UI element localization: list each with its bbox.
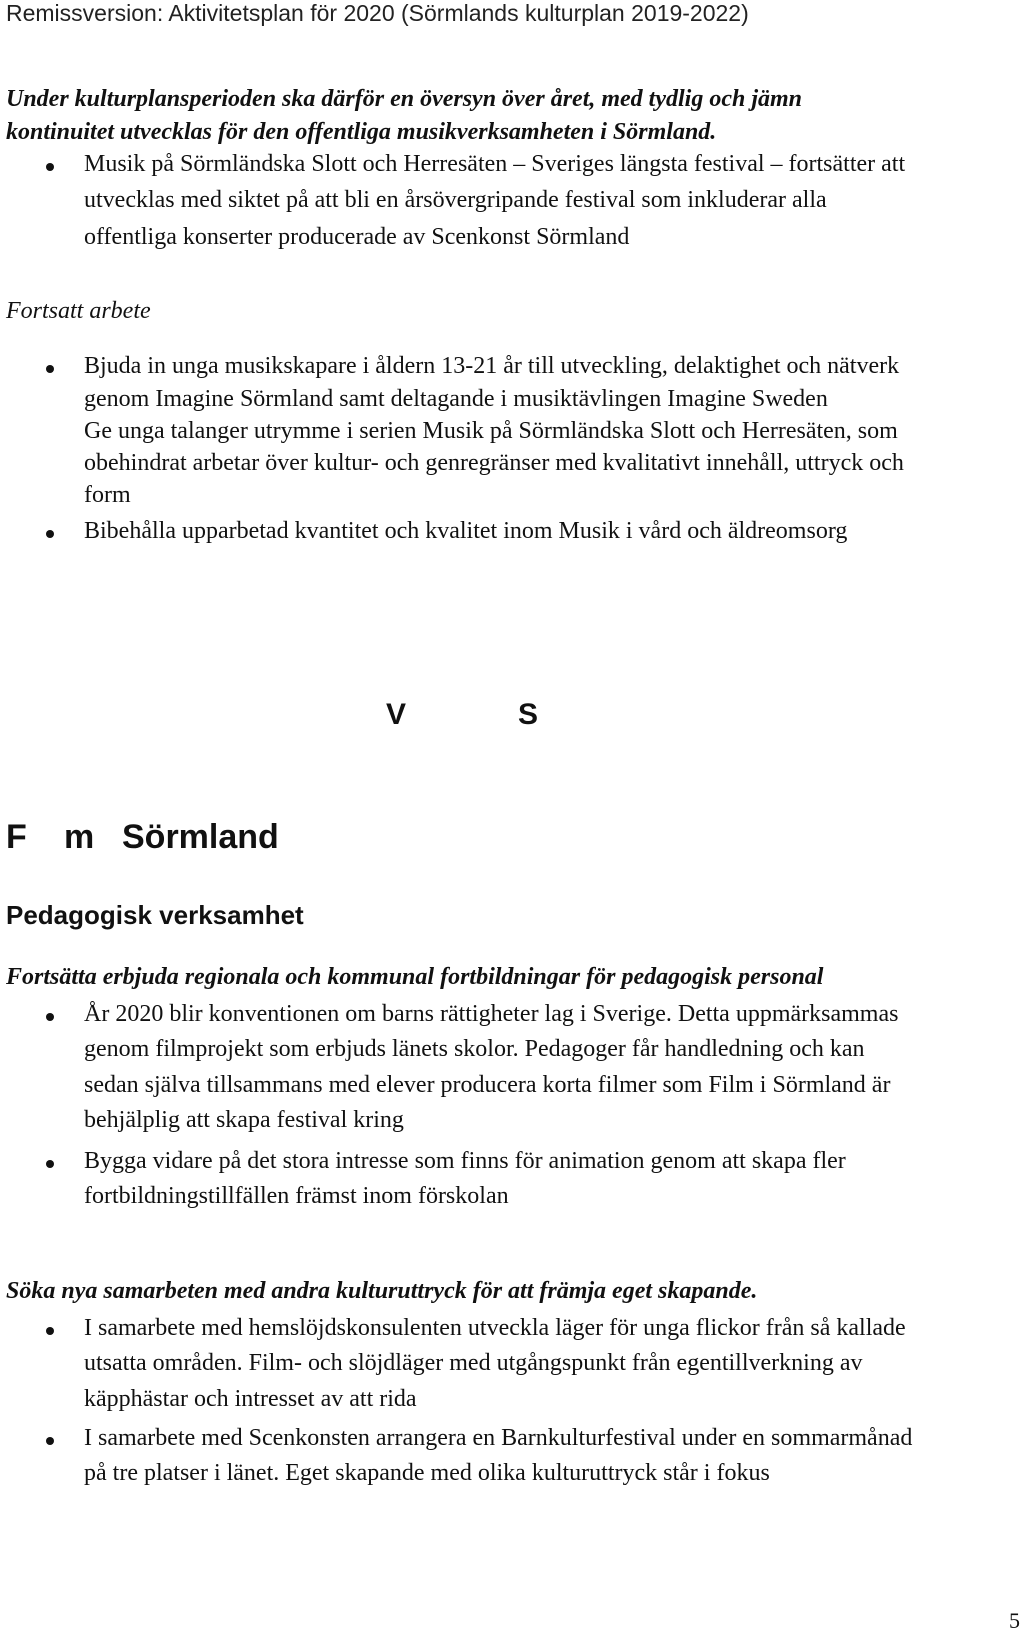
fortsatt-bullet-a-line-4: obehindrat arbetar över kultur- och genregränser med kvalitativt innehåll, uttryck och [84,450,904,476]
fortsatt-bullet-a-line-2: genom Imagine Sörmland samt deltagande i musiktävlingen Imagine Sweden [84,386,828,412]
bullet-dot [46,365,54,373]
goal1-bullet1-line-1: År 2020 blir konventionen om barns rättigheter lag i Sverige. Detta uppmärksammas [84,1001,899,1027]
goal2-bullet2-line-2: på tre platser i länet. Eget skapande med olika kulturuttryck står i fokus [84,1460,770,1486]
intro-line-1: Under kulturplansperioden ska därför en översyn över året, med tydlig och jämn [6,86,803,112]
fortsatt-bullet-a-line-5: form [84,482,131,508]
goal-2-heading: Söka nya samarbeten med andra kulturuttryck för att främja eget skapande. [6,1278,758,1304]
fortsatt-heading: Fortsatt arbete [6,298,151,324]
bullet-dot [46,530,54,538]
bullet-dot [46,163,54,171]
intro-line-2: kontinuitet utvecklas för den offentliga musikverksamheten i Sörmland. [6,119,717,145]
goal1-bullet2-line-1: Bygga vidare på det stora intresse som finns för animation genom att skapa fler [84,1148,846,1174]
goal1-bullet2-line-2: fortbildningstillfällen främst inom förskolan [84,1183,509,1209]
pedagogisk-heading: Pedagogisk verksamhet [6,900,304,930]
page-number: 5 [1009,1608,1020,1633]
goal2-bullet1-line-1: I samarbete med hemslöjdskonsulenten utveckla läger för unga flickor från så kallade [84,1315,906,1341]
bullet-dot [46,1437,54,1445]
goal1-bullet1-line-2: genom filmprojekt som erbjuds länets skolor. Pedagoger får handledning och kan [84,1036,865,1062]
fragment-s: S [518,698,539,731]
film-title-sormland: Sörmland [122,818,279,856]
goal1-bullet1-line-3: sedan själva tillsammans med elever producera korta filmer som Film i Sörmland är [84,1072,891,1098]
bullet-dot [46,1013,54,1021]
goal1-bullet1-line-4: behjälplig att skapa festival kring [84,1107,404,1133]
bullet1-line-1: Musik på Sörmländska Slott och Herresäten – Sveriges längsta festival – fortsätter att [84,151,906,177]
fortsatt-bullet-b: Bibehålla upparbetad kvantitet och kvalitet inom Musik i vård och äldreomsorg [84,518,848,544]
bullet-dot [46,1160,54,1168]
fortsatt-bullet-a-line-3: Ge unga talanger utrymme i serien Musik på Sörmländska Slott och Herresäten, som [84,418,898,444]
goal2-bullet2-line-1: I samarbete med Scenkonsten arrangera en Barnkulturfestival under en sommarmånad [84,1425,913,1451]
bullet1-line-3: offentliga konserter producerade av Scenkonst Sörmland [84,224,630,250]
fragment-v: V [386,698,407,731]
bullet-dot [46,1327,54,1335]
film-title-m: m [64,818,95,856]
goal2-bullet1-line-3: käpphästar och intresset av att rida [84,1386,417,1412]
document-header: Remissversion: Aktivitetsplan för 2020 (Sörmlands kulturplan 2019-2022) [6,0,749,26]
fortsatt-bullet-a-line-1: Bjuda in unga musikskapare i åldern 13-21 år till utveckling, delaktighet och nätverk [84,353,900,379]
film-title-f: F [6,818,27,856]
goal2-bullet1-line-2: utsatta områden. Film- och slöjdläger med utgångspunkt från egentillverkning av [84,1350,863,1376]
bullet1-line-2: utvecklas med siktet på att bli en årsövergripande festival som inkluderar alla [84,187,827,213]
goal-1-heading: Fortsätta erbjuda regionala och kommunal fortbildningar för pedagogisk personal [6,964,824,990]
